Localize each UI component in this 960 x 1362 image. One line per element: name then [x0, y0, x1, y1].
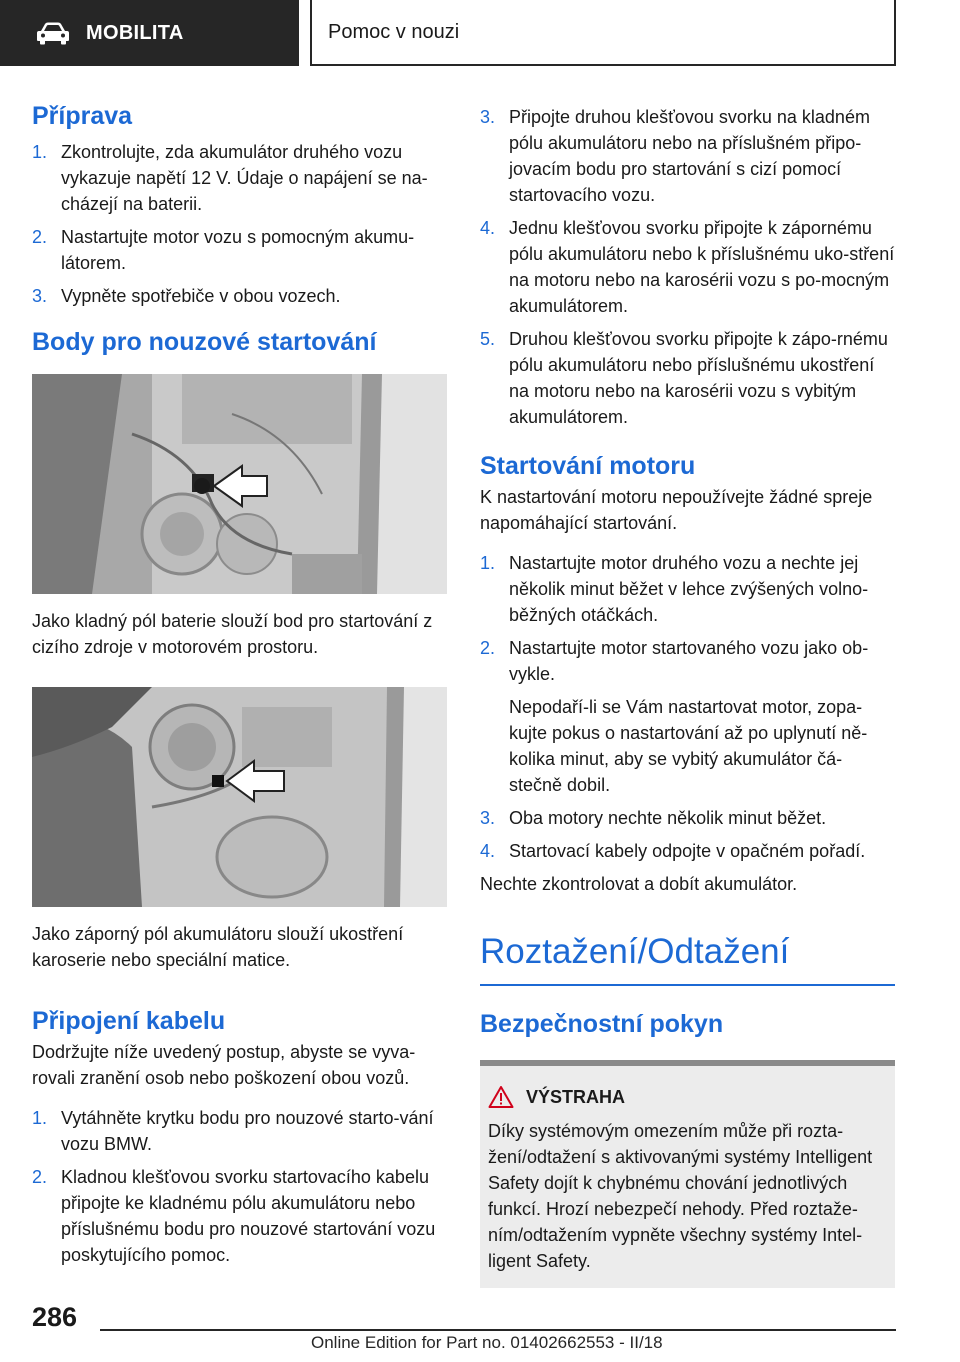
priprava-steps	[32, 139, 447, 309]
footer-rule	[100, 1329, 896, 1331]
warning-label: VÝSTRAHA	[526, 1087, 626, 1107]
heading-bezpecnostni: Bezpečnostní pokyn	[480, 1010, 724, 1038]
list-item: 1. Nastartujte motor druhého vozu a nechte jej několik minut běžet v lehce zvýšených volno‐běžných otáčkách.	[480, 553, 869, 625]
heading-priprava: Příprava	[32, 102, 133, 130]
warning-text: Díky systémovým omezením může při rozta‐žení/odtažení s aktivovanými systémy Intelligent Safety dojít k chybnému chování jednotlivých funkcí. Hrozí nebezpečí nehody. Před roztaže‐ním/odtažením vypněte všechny systémy Intel‐ligent Safety.	[488, 1121, 873, 1271]
heading-body-pro: Body pro nouzové startování	[32, 328, 377, 356]
list-item: 1. Zkontrolujte, zda akumulátor druhého vozu vykazuje napětí 12 V. Údaje o napájení se na‐cházejí na baterii.	[32, 142, 428, 214]
list-item: 5. Druhou klešťovou svorku připojte k zápo‐rnému pólu akumulátoru nebo příslušnému ukostření na motoru nebo na karosérii vozu s vybitým akumulátorem.	[480, 329, 888, 427]
warning-header	[488, 1084, 885, 1110]
list-item: 3. Vypněte spotřebiče v obou vozech.	[32, 286, 341, 306]
warning-triangle-icon	[488, 1085, 514, 1109]
page-header	[0, 0, 960, 66]
list-item: 2. Nastartujte motor vozu s pomocným akumu‐látorem.	[32, 227, 415, 273]
pripojeni-intro: Dodržujte níže uvedený postup, abyste se vyva‐rovali zranění osob nebo poškození obou vozů.	[32, 1042, 416, 1088]
heading-startovani: Startování motoru	[480, 452, 696, 480]
caption-positive: Jako kladný pól baterie slouží bod pro startování z cizího zdroje v motorovém prostoru.	[32, 611, 433, 657]
list-item: 4. Jednu klešťovou svorku připojte k zápornému pólu akumulátoru nebo k příslušnému uko‐stření na motoru nebo na karosérii vozu s po‐mocným akumulátorem.	[480, 218, 895, 316]
startovani-outro: Nechte zkontrolovat a dobít akumulátor.	[480, 874, 798, 894]
heading-pripojeni: Připojení kabelu	[32, 1007, 226, 1035]
chapter-box	[310, 0, 896, 66]
engine-photo-positive	[32, 374, 447, 594]
chapter-title: Pomoc v nouzi	[328, 20, 460, 43]
page-footer	[0, 1300, 960, 1362]
startovani-intro: K nastartování motoru nepoužívejte žádné spreje napomáhající startování.	[480, 487, 873, 533]
caption-negative: Jako záporný pól akumulátoru slouží ukostření karoserie nebo speciální matice.	[32, 924, 404, 970]
list-item: 4. Startovací kabely odpojte v opačném pořadí.	[480, 841, 866, 861]
engine-photo-negative	[32, 687, 447, 907]
pripojeni-steps	[32, 1105, 447, 1268]
section-title: MOBILITA	[86, 21, 184, 44]
pripojeni-steps-cont	[480, 104, 895, 430]
section-tab	[0, 0, 299, 66]
list-item: 1. Vytáhněte krytku bodu pro nouzové starto‐vání vozu BMW.	[32, 1108, 434, 1154]
right-column	[480, 104, 895, 1288]
warning-box	[480, 1060, 895, 1288]
list-item: 2. Kladnou klešťovou svorku startovacího kabelu připojte ke kladnému pólu akumulátoru nebo příslušnému bodu pro nouzové startování vozu poskytujícího pomoc.	[32, 1167, 436, 1265]
car-icon	[36, 21, 70, 45]
left-column	[32, 96, 447, 1275]
list-item: 2. Nastartujte motor startovaného vozu jako ob‐vykle. Nepodaří-li se Vám nastartovat motor, zopa‐kujte pokus o nastartování až po uplynutí ně‐kolika minut, aby se vybitý akumulátor čá‐stečně dobil.	[480, 638, 869, 795]
edition-note: Online Edition for Part no. 01402662553 - II/18	[311, 1333, 663, 1352]
list-item: 3. Oba motory nechte několik minut běžet.	[480, 808, 827, 828]
heading-rule	[480, 984, 895, 986]
startovani-steps	[480, 550, 895, 864]
chapter-heading-roztazeni: Roztažení/Odtažení	[480, 932, 790, 971]
list-item: 3. Připojte druhou klešťovou svorku na kladném pólu akumulátoru nebo na příslušném připo‐jovacím bodu pro startování s cizí pomocí startovacího vozu.	[480, 107, 870, 205]
page-number: 286	[32, 1302, 78, 1332]
